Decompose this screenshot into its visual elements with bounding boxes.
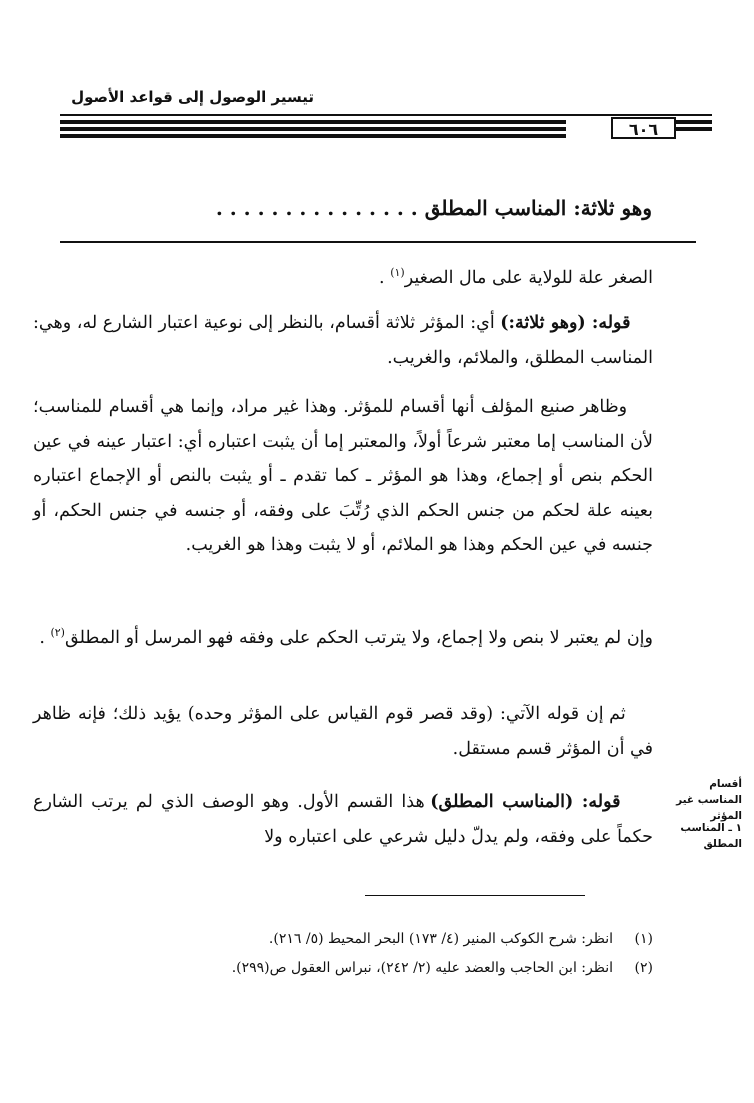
paragraph (33, 256, 653, 295)
matn-dots: . . . . . . . . . . . . . . . (215, 196, 418, 220)
paragraph-text: هذا القسم الأول. وهو الوصف الذي لم يرتب الشارع حكماً على وفقه، ولم يدلّ دليل شرعي على اعتباره ولا (33, 792, 653, 847)
header-thick-rule (60, 134, 566, 138)
footnote-number: (١) (634, 931, 653, 947)
footnote-number: (٢) (634, 960, 653, 976)
header-thick-rule (60, 127, 566, 131)
paragraph-lead: قوله: (المناسب المطلق) (430, 792, 621, 812)
paragraph (33, 616, 653, 655)
footnote-text: انظر: ابن الحاجب والعضد عليه (٢/ ٢٤٢)، نبراس العقول ص(٢٩٩). (231, 960, 613, 976)
paragraph (33, 390, 653, 563)
footnote (33, 954, 653, 982)
matn-text: وهو ثلاثة: المناسب المطلق (424, 196, 652, 220)
paragraph-lead: قوله: (وهو ثلاثة:) (500, 313, 631, 333)
paragraph-text: وإن لم يعتبر لا بنص ولا إجماع، ولا يترتب الحكم على وفقه فهو المرسل أو المطلق (64, 627, 653, 648)
header-rule (60, 114, 712, 116)
side-note: ١ ـ المناسب المطلق (680, 822, 742, 850)
paragraph (33, 785, 653, 854)
footnote-ref: (١) (390, 266, 405, 279)
running-title: تيسير الوصول إلى قواعد الأصول (71, 88, 314, 106)
side-note: أقسام المناسب غير المؤثر (676, 778, 742, 822)
page-number: ٦٠٦ (611, 117, 676, 139)
matn-rule (60, 241, 696, 243)
footnote-text: انظر: شرح الكوكب المنير (٤/ ١٧٣) البحر المحيط (٥/ ٢١٦). (268, 931, 613, 947)
paragraph-text: وظاهر صنيع المؤلف أنها أقسام للمؤثر. وهذا غير مراد، وإنما هي أقسام للمناسب؛ لأن المناسب إما معتبر شرعاً أولاً، والمعتبر إما أن يثبت اعتباره أي: اعتبار عينه في عين الحكم بنص أو إجماع، وهذا هو المؤثر ـ كما تقدم ـ أو يثبت بالنص أو الإجماع اعتباره بعينه علة لحكم من جنس الحكم الذي رُتِّبَ على وفقه، أو جنسه في جنس الحكم، أو جنسه في عين الحكم وهذا هو الملائم، أو لا يثبت وهذا هو الغريب. (33, 397, 653, 555)
paragraph-text: . (39, 627, 51, 648)
paragraph (33, 697, 653, 766)
footnote (33, 925, 653, 953)
paragraph-text: الصغر علة للولاية على مال الصغير (404, 267, 653, 288)
paragraph-text: أي: المؤثر ثلاثة أقسام، بالنظر إلى نوعية اعتبار الشارع له، وهي: المناسب المطلق، والملائم، والغريب. (33, 313, 653, 368)
paragraph (33, 306, 653, 375)
footnote-ref: (٢) (50, 626, 65, 639)
paragraph-text: . (379, 267, 391, 288)
footnote-rule (365, 895, 585, 896)
paragraph-text: ثم إن قوله الآتي: (وقد قصر قوم القياس على المؤثر وحده) يؤيد ذلك؛ فإنه ظاهر في أن المؤثر قسم مستقل. (33, 704, 653, 759)
matn-line (57, 196, 652, 220)
header-thick-rule (60, 120, 566, 124)
